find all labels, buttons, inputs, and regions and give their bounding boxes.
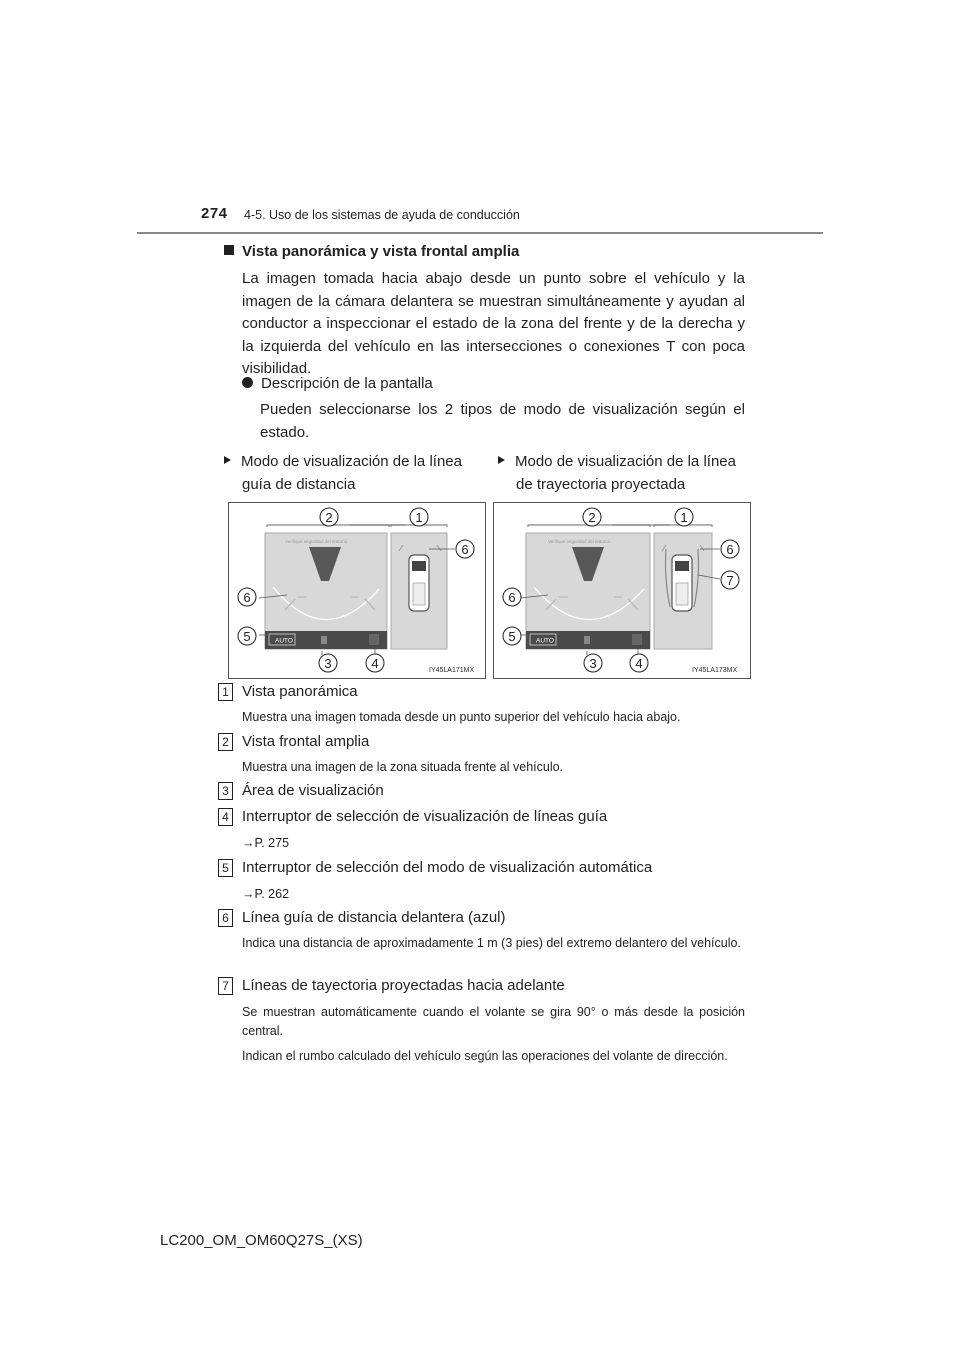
page-reference: →P. 262: [242, 887, 290, 901]
page-reference: →P. 275: [242, 836, 290, 850]
triangle-bullet-icon: [498, 456, 505, 464]
bullet-paragraph: Pueden seleccionarse los 2 tipos de modo de visualización según el estado.: [260, 401, 745, 441]
item-title: Interruptor de selección del modo de visualización automática: [242, 859, 653, 876]
callout-2: 2: [325, 510, 333, 525]
header-rule: [137, 232, 823, 234]
callout-6: 6: [461, 542, 469, 557]
callout-6: 6: [243, 590, 251, 605]
item-title: Línea guía de distancia delantera (azul): [242, 909, 506, 926]
section-title: [224, 243, 519, 260]
screen-warning-text: Verifique seguridad del entorno.: [548, 539, 612, 544]
item-number: 6: [218, 909, 233, 927]
item-desc: Indican el rumbo calculado del vehículo según las operaciones del volante de dirección.: [242, 1049, 728, 1063]
mode-label-trajectory: [498, 451, 746, 496]
page-number: 274: [201, 205, 228, 222]
item-number: 1: [218, 683, 233, 701]
figure-code: IY45LA173MX: [692, 667, 738, 674]
figure-code: IY45LA171MX: [429, 667, 475, 674]
section-title-text: Vista panorámica y vista frontal amplia: [242, 243, 520, 260]
auto-label: AUTO: [536, 637, 554, 645]
callout-7: 7: [726, 573, 734, 588]
item-number: 2: [218, 733, 233, 751]
callout-3: 3: [324, 656, 332, 671]
triangle-bullet-icon: [224, 456, 231, 464]
item-title: Interruptor de selección de visualización de líneas guía: [242, 808, 608, 825]
item-number: 4: [218, 808, 233, 826]
item-desc: Se muestran automáticamente cuando el volante se gira 90° o más desde la posición central.: [242, 1005, 745, 1038]
screen-warning-text: Verifique seguridad del entorno.: [285, 539, 349, 544]
item-desc: Indica una distancia de aproximadamente 1 m (3 pies) del extremo delantero del vehículo.: [242, 936, 741, 950]
callout-4: 4: [371, 656, 379, 671]
callout-4: 4: [635, 656, 643, 671]
item-number: 5: [218, 859, 233, 877]
figure-distance-mode: [228, 502, 486, 679]
mode-label-line1: Modo de visualización de la línea: [515, 453, 736, 470]
bullet-heading: [242, 375, 433, 392]
callout-6: 6: [726, 542, 734, 557]
item-number: 3: [218, 782, 233, 800]
mode-label-line2: guía de distancia: [242, 475, 356, 493]
item-title: Líneas de tayectoria proyectadas hacia adelante: [242, 977, 565, 994]
item-number: 7: [218, 977, 233, 995]
round-bullet-icon: [242, 377, 253, 388]
callout-1: 1: [415, 510, 423, 525]
item-title: Vista frontal amplia: [242, 733, 370, 750]
mode-label-line2: de trayectoria proyectada: [516, 475, 686, 493]
callout-5: 5: [243, 629, 251, 644]
footer-code: LC200_OM_OM60Q27S_(XS): [160, 1232, 363, 1249]
mode-label-line1: Modo de visualización de la línea: [241, 453, 462, 470]
bullet-heading-text: Descripción de la pantalla: [261, 375, 433, 392]
callout-2: 2: [588, 510, 596, 525]
callout-6: 6: [508, 590, 516, 605]
intro-paragraph: La imagen tomada hacia abajo desde un punto sobre el vehículo y la imagen de la cámara delantera se muestran simultáneamente y ayudan al conductor a inspeccionar el estado de la zona del frente y de la derecha y la izquierda del vehículo en las intersecciones o conexiones T con poca visibilidad.: [242, 270, 745, 377]
square-bullet-icon: [224, 245, 234, 255]
callout-3: 3: [589, 656, 597, 671]
item-title: Área de visualización: [242, 782, 384, 799]
item-desc: Muestra una imagen de la zona situada frente al vehículo.: [242, 760, 564, 774]
chapter-title: 4-5. Uso de los sistemas de ayuda de conducción: [244, 208, 520, 222]
callout-5: 5: [508, 629, 516, 644]
callout-1: 1: [680, 510, 688, 525]
figure-trajectory-mode: [493, 502, 751, 679]
item-desc: Muestra una imagen tomada desde un punto superior del vehículo hacia abajo.: [242, 710, 681, 724]
auto-label: AUTO: [275, 637, 293, 645]
item-title: Vista panorámica: [242, 683, 358, 700]
mode-label-distance: [224, 451, 482, 496]
